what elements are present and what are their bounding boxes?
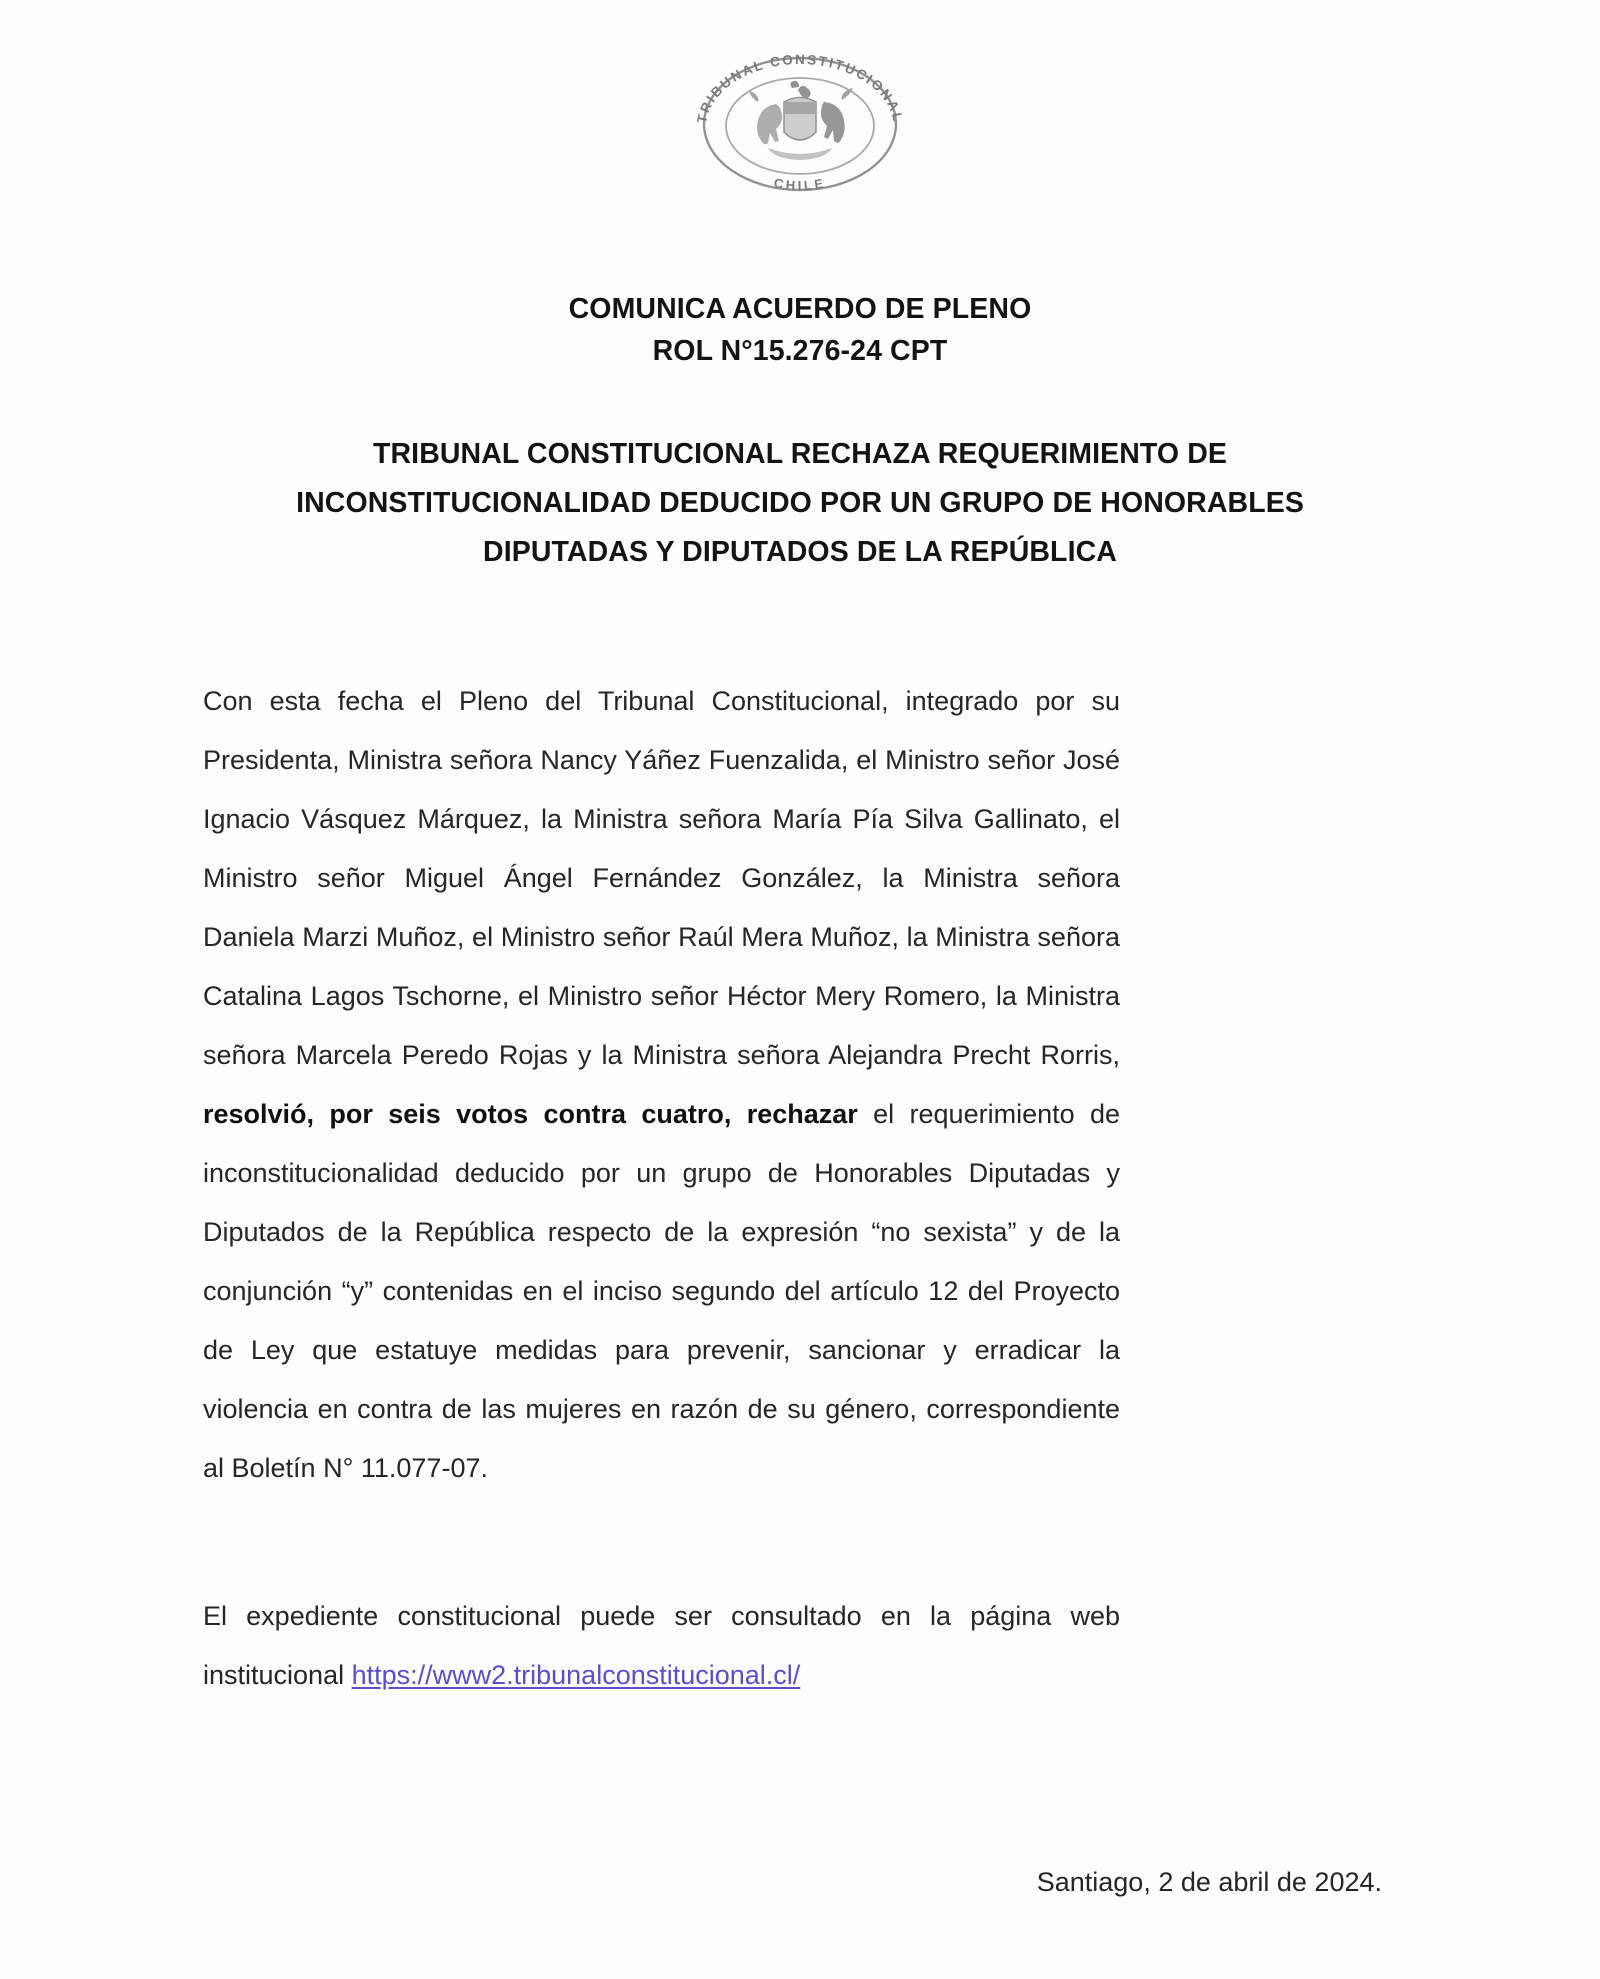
paragraph-resolution xyxy=(203,672,1120,1498)
emblem-container xyxy=(0,44,1600,204)
paragraph-expediente xyxy=(203,1587,1120,1705)
header-line-rol: ROL N°15.276-24 CPT xyxy=(652,335,948,368)
title-line-2: INCONSTITUCIONALIDAD DEDUCIDO POR UN GRUPO DE HONORABLES xyxy=(296,487,1304,520)
header-block xyxy=(0,288,1600,372)
paragraph-1-segment-2: el requerimiento de inconstitucionalidad deducido por un grupo de Honorables Diputadas y Diputados de la República respecto de la expresión “no sexista” y de la conjunción “y” contenidas en el inciso segundo del artículo 12 del Proyecto de Ley que estatuye medidas para prevenir, sancionar y erradicar la violencia en contra de las mujeres en razón de su género, correspondiente al Boletín N° 11.077-07. xyxy=(203,1099,1120,1483)
header-line-comunica: COMUNICA ACUERDO DE PLENO xyxy=(568,293,1032,325)
page-title xyxy=(220,430,1380,577)
tribunal-constitucional-seal-icon xyxy=(680,44,920,204)
title-line-3: DIPUTADAS Y DIPUTADOS DE LA REPÚBLICA xyxy=(483,536,1117,569)
paragraph-2-segment-1: El expediente constitucional puede ser consultado en la página web institucional xyxy=(203,1601,1120,1690)
paragraph-1-bold-ruling: resolvió, por seis votos contra cuatro, rechazar xyxy=(203,1099,858,1129)
paragraph-1-segment-1: Con esta fecha el Pleno del Tribunal Constitucional, integrado por su Presidenta, Ministra señora Nancy Yáñez Fuenzalida, el Ministro señor José Ignacio Vásquez Márquez, la Ministra señora María Pía Silva Gallinato, el Ministro señor Miguel Ángel Fernández González, la Ministra señora Daniela Marzi Muñoz, el Ministro señor Raúl Mera Muñoz, la Ministra señora Catalina Lagos Tschorne, el Ministro señor Héctor Mery Romero, la Ministra señora Marcela Peredo Rojas y la Ministra señora Alejandra Precht Rorris, xyxy=(203,686,1120,1070)
body-text xyxy=(203,672,1120,1705)
institutional-website-link[interactable]: https://www2.tribunalconstitucional.cl/ xyxy=(351,1660,801,1690)
svg-text:TRIBUNAL CONSTITUCIONAL: TRIBUNAL CONSTITUCIONAL xyxy=(694,51,906,125)
svg-text:CHILE: CHILE xyxy=(772,175,828,194)
title-line-1: TRIBUNAL CONSTITUCIONAL RECHAZA REQUERIMIENTO DE xyxy=(372,438,1227,470)
place-date: Santiago, 2 de abril de 2024. xyxy=(1036,1867,1382,1897)
